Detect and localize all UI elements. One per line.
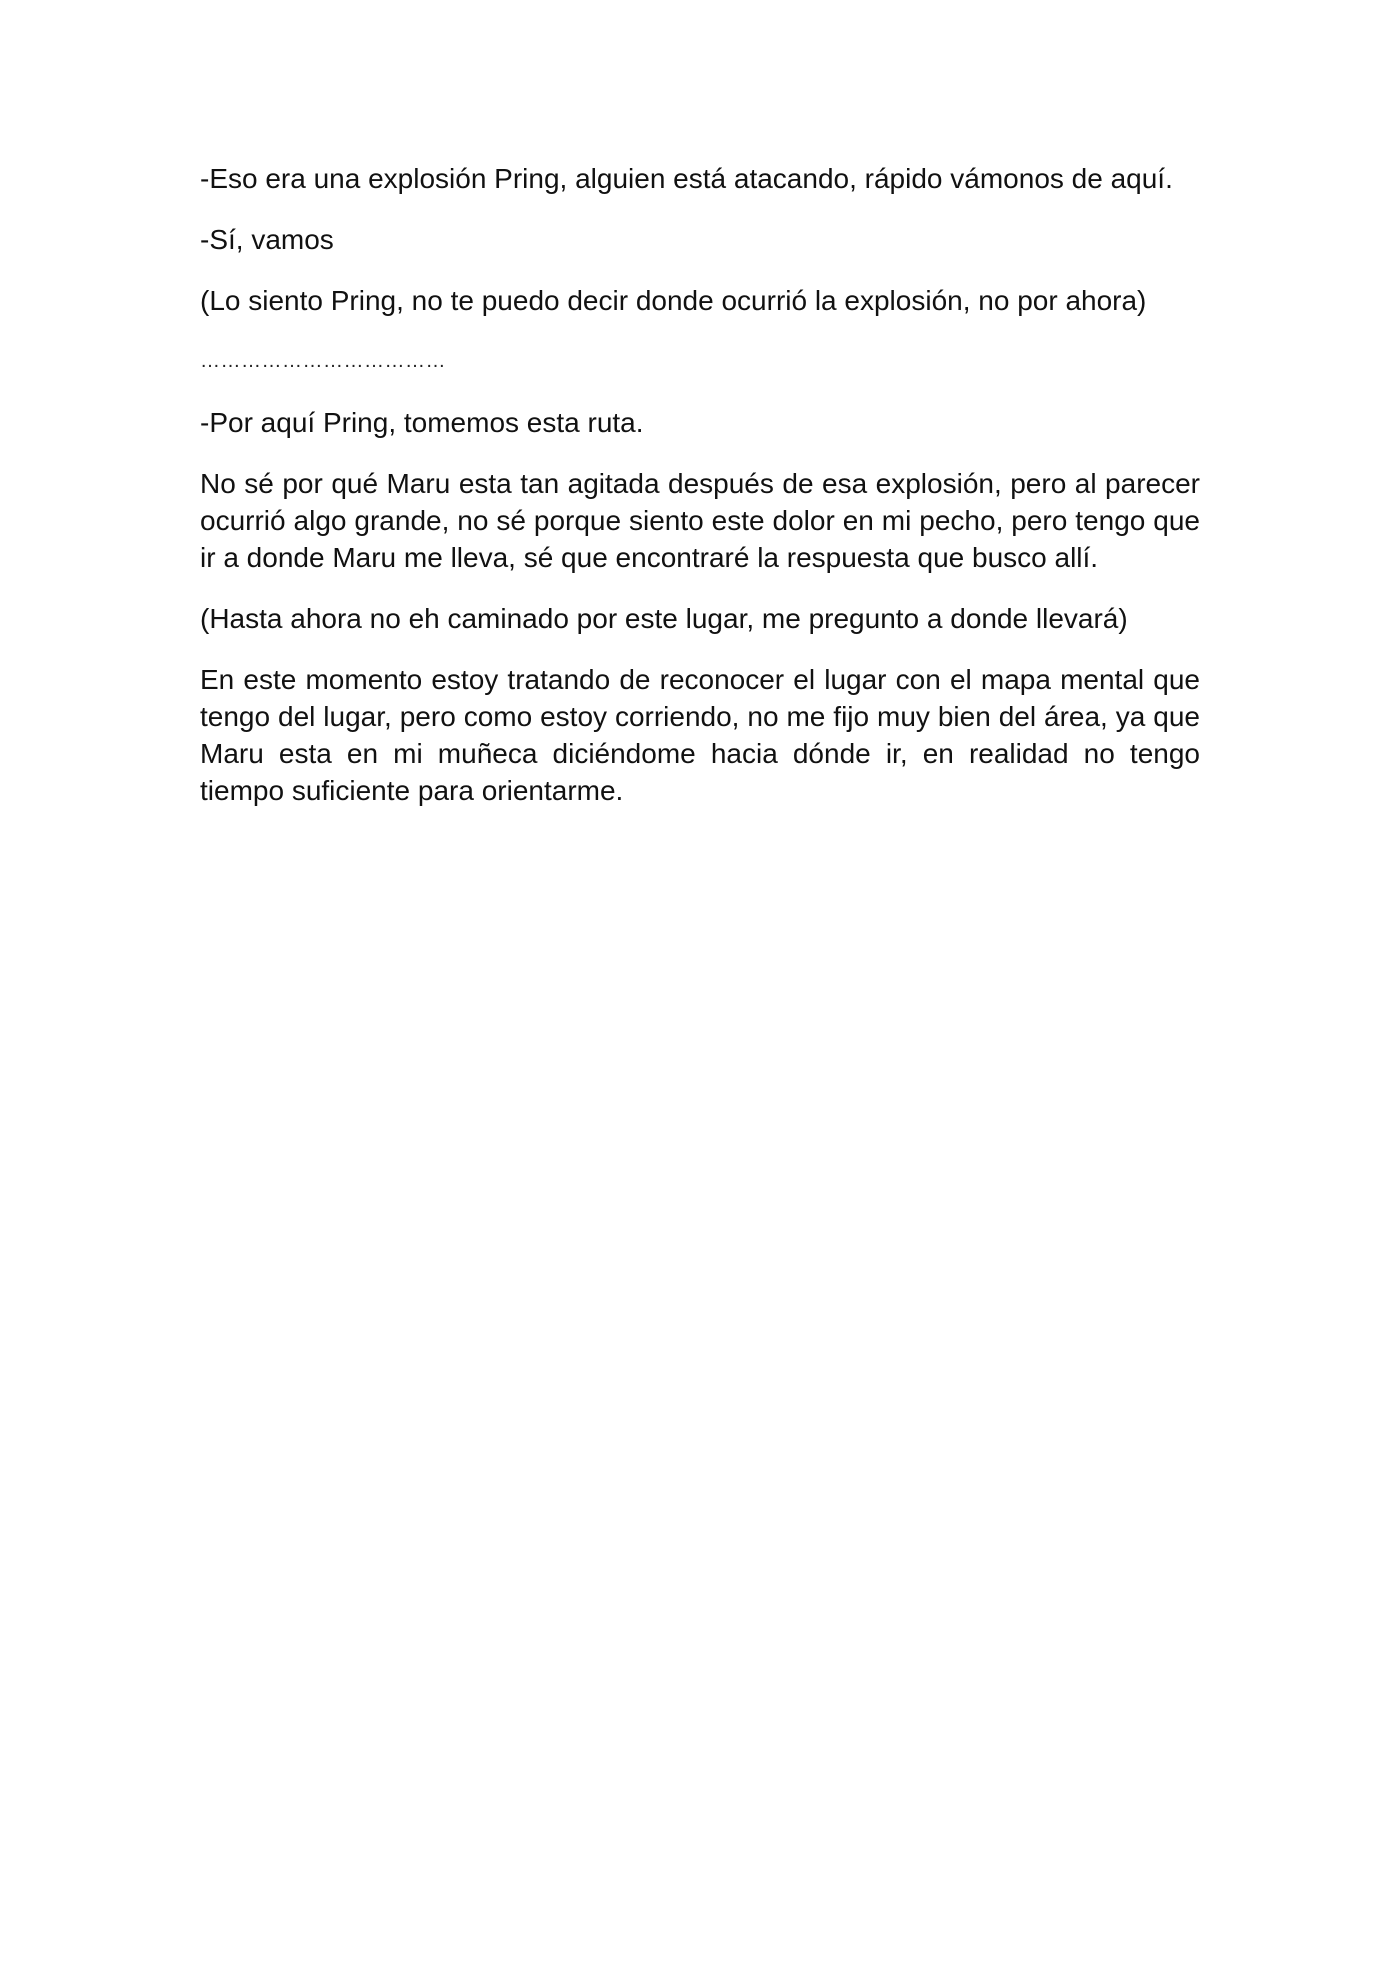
document-body <box>200 160 1200 833</box>
paragraph-thought-lo-siento: (Lo siento Pring, no te puedo decir donde ocurrió la explosión, no por ahora) <box>200 285 1147 316</box>
paragraph-dialogue-explosion: -Eso era una explosión Pring, alguien está atacando, rápido vámonos de aquí. <box>200 163 1173 194</box>
scene-break-dots: ……………………………… <box>200 350 446 372</box>
paragraph-thought-hasta-ahora: (Hasta ahora no eh caminado por este lugar, me pregunto a donde llevará) <box>200 603 1128 634</box>
paragraph-dialogue-si-vamos: -Sí, vamos <box>200 224 334 255</box>
paragraph-narration-mapa-mental: En este momento estoy tratando de reconocer el lugar con el mapa mental que tengo del lugar, pero como estoy corriendo, no me fijo muy bien del área, ya que Maru esta en mi muñeca diciéndome hacia dónde ir, en realidad no tengo tiempo suficiente para orientarme. <box>200 664 1200 806</box>
paragraph-narration-maru-agitada: No sé por qué Maru esta tan agitada después de esa explosión, pero al parecer ocurrió algo grande, no sé porque siento este dolor en mi pecho, pero tengo que ir a donde Maru me lleva, sé que encontraré la respuesta que busco allí. <box>200 468 1200 573</box>
paragraph-dialogue-por-aqui: -Por aquí Pring, tomemos esta ruta. <box>200 407 644 438</box>
